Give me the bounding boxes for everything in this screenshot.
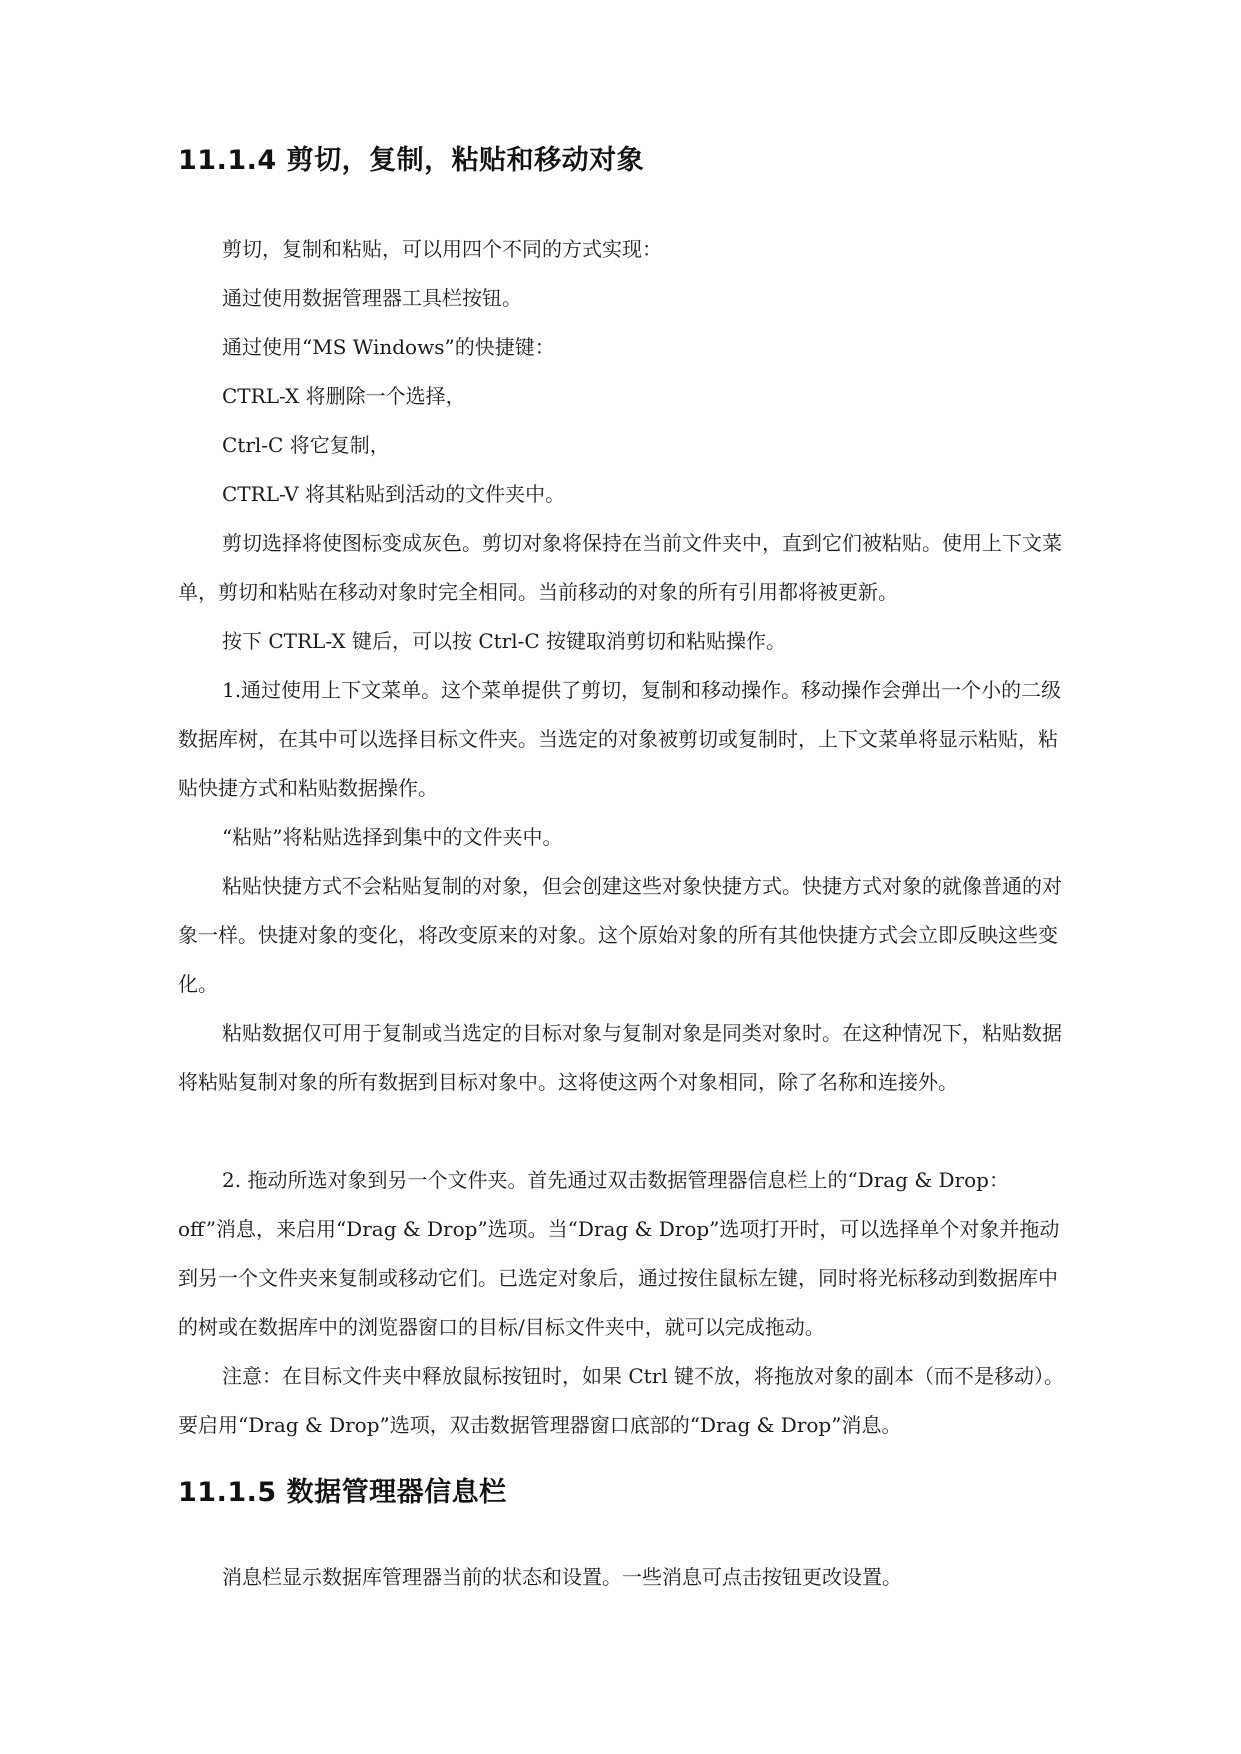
- paragraph: CTRL-X 将删除一个选择，: [222, 384, 466, 408]
- paragraph: 通过使用数据管理器工具栏按钮。: [222, 286, 522, 310]
- paragraph: 通过使用“MS Windows”的快捷键：: [222, 335, 555, 359]
- section-number: 11.1.4: [178, 145, 277, 176]
- section-heading-11-1-5: [178, 1476, 507, 1510]
- paragraph: 剪切选择将使图标变成灰色。剪切对象将保持在当前文件夹中，直到它们被粘贴。使用上下文菜单，剪切和粘贴在移动对象时完全相同。当前移动的对象的所有引用都将被更新。: [178, 531, 1062, 604]
- paragraph: CTRL-V 将其粘贴到活动的文件夹中。: [222, 482, 566, 506]
- paragraph: 粘贴快捷方式不会粘贴复制的对象，但会创建这些对象快捷方式。快捷方式对象的就像普通的对象一样。快捷对象的变化，将改变原来的对象。这个原始对象的所有其他快捷方式会立即反映这些变化。: [178, 874, 1062, 996]
- section-title: 数据管理器信息栏: [286, 1477, 507, 1508]
- paragraph: 粘贴数据仅可用于复制或当选定的目标对象与复制对象是同类对象时。在这种情况下，粘贴数据将粘贴复制对象的所有数据到目标对象中。这将使这两个对象相同，除了名称和连接外。: [178, 1021, 1062, 1094]
- paragraph: “粘贴”将粘贴选择到集中的文件夹中。: [222, 825, 563, 849]
- paragraph: 注意：在目标文件夹中释放鼠标按钮时，如果 Ctrl 键不放，将拖放对象的副本（而不是移动）。要启用“Drag & Drop”选项，双击数据管理器窗口底部的“Drag & Drop”消息。: [178, 1364, 1065, 1437]
- paragraph: 1.通过使用上下文菜单。这个菜单提供了剪切，复制和移动操作。移动操作会弹出一个小的二级数据库树，在其中可以选择目标文件夹。当选定的对象被剪切或复制时，上下文菜单将显示粘贴，粘贴快捷方式和粘贴数据操作。: [178, 678, 1062, 800]
- paragraph: Ctrl-C 将它复制，: [222, 433, 390, 457]
- section-heading-11-1-4: [178, 144, 644, 178]
- section-title: 剪切，复制，粘贴和移动对象: [286, 145, 645, 176]
- paragraph: 剪切，复制和粘贴，可以用四个不同的方式实现：: [222, 237, 662, 261]
- paragraph: 按下 CTRL-X 键后，可以按 Ctrl-C 按键取消剪切和粘贴操作。: [222, 629, 787, 653]
- paragraph: 消息栏显示数据库管理器当前的状态和设置。一些消息可点击按钮更改设置。: [222, 1565, 902, 1589]
- section-number: 11.1.5: [178, 1477, 277, 1508]
- paragraph: 2. 拖动所选对象到另一个文件夹。首先通过双击数据管理器信息栏上的“Drag & Drop：off”消息，来启用“Drag & Drop”选项。当“Drag & Drop”选项打开时，可以选择单个对象并拖动到另一个文件夹来复制或移动它们。已选定对象后，通过按住鼠标左键，同时将光标移动到数据库中的树或在数据库中的浏览器窗口的目标/目标文件夹中，就可以完成拖动。: [178, 1168, 1060, 1339]
